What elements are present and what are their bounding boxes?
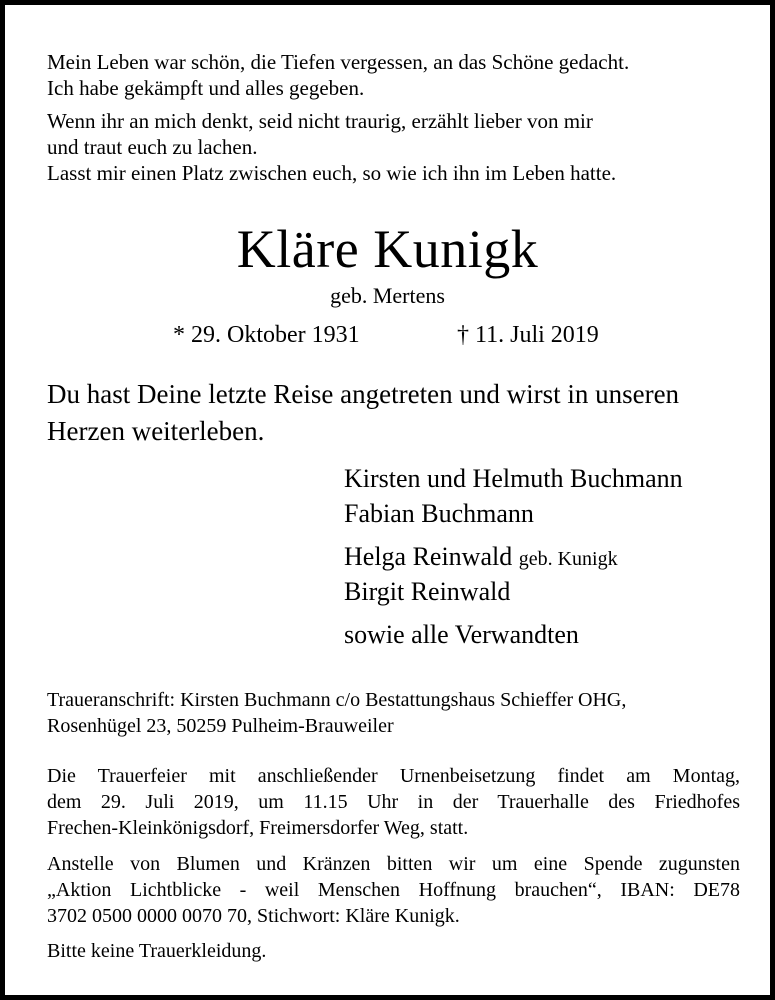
donation-line: „Aktion Lichtblicke - weil Menschen Hoffnung brauchen“, IBAN: DE78 <box>47 879 740 901</box>
deceased-name: Kläre Kunigk <box>236 219 539 279</box>
mourner-birth-name: geb. Kunigk <box>518 548 618 570</box>
poem-line: und traut euch zu lachen. <box>47 135 258 159</box>
ceremony-line: dem 29. Juli 2019, um 11.15 Uhr in der Trauerhalle des Friedhofes <box>47 791 740 813</box>
poem-line: Lasst mir einen Platz zwischen euch, so wie ich ihn im Leben hatte. <box>47 161 617 185</box>
mourner-line: Fabian Buchmann <box>344 499 534 528</box>
mourner-name: Helga Reinwald <box>344 542 513 571</box>
death-date: † 11. Juli 2019 <box>457 322 599 348</box>
ceremony-line: Frechen-Kleinkönigsdorf, Freimersdorfer Weg, statt. <box>47 817 469 839</box>
farewell-line: Herzen weiterleben. <box>47 416 265 446</box>
address-line: Rosenhügel 23, 50259 Pulheim-Brauweiler <box>47 715 394 737</box>
mourner-line: Birgit Reinwald <box>344 577 511 606</box>
poem-line: Ich habe gekämpft und alles gegeben. <box>47 76 365 100</box>
mourner-line <box>344 542 618 572</box>
closing-note: Bitte keine Trauerkleidung. <box>47 940 267 962</box>
donation-line: 3702 0500 0000 0070 70, Stichwort: Kläre Kunigk. <box>47 905 460 927</box>
mourner-line: sowie alle Verwandten <box>344 620 579 649</box>
poem-line: Wenn ihr an mich denkt, seid nicht traurig, erzählt lieber von mir <box>47 109 593 133</box>
address-line: Traueranschrift: Kirsten Buchmann c/o Bestattungshaus Schieffer OHG, <box>47 689 627 711</box>
donation-line: Anstelle von Blumen und Kränzen bitten wir um eine Spende zugunsten <box>47 853 740 875</box>
birth-date: * 29. Oktober 1931 <box>173 322 360 348</box>
ceremony-line: Die Trauerfeier mit anschließender Urnenbeisetzung findet am Montag, <box>47 765 740 787</box>
birth-name: geb. Mertens <box>330 283 445 308</box>
farewell-line: Du hast Deine letzte Reise angetreten und wirst in unseren <box>47 379 680 409</box>
mourner-line: Kirsten und Helmuth Buchmann <box>344 464 683 493</box>
poem-line: Mein Leben war schön, die Tiefen vergessen, an das Schöne gedacht. <box>47 50 630 74</box>
